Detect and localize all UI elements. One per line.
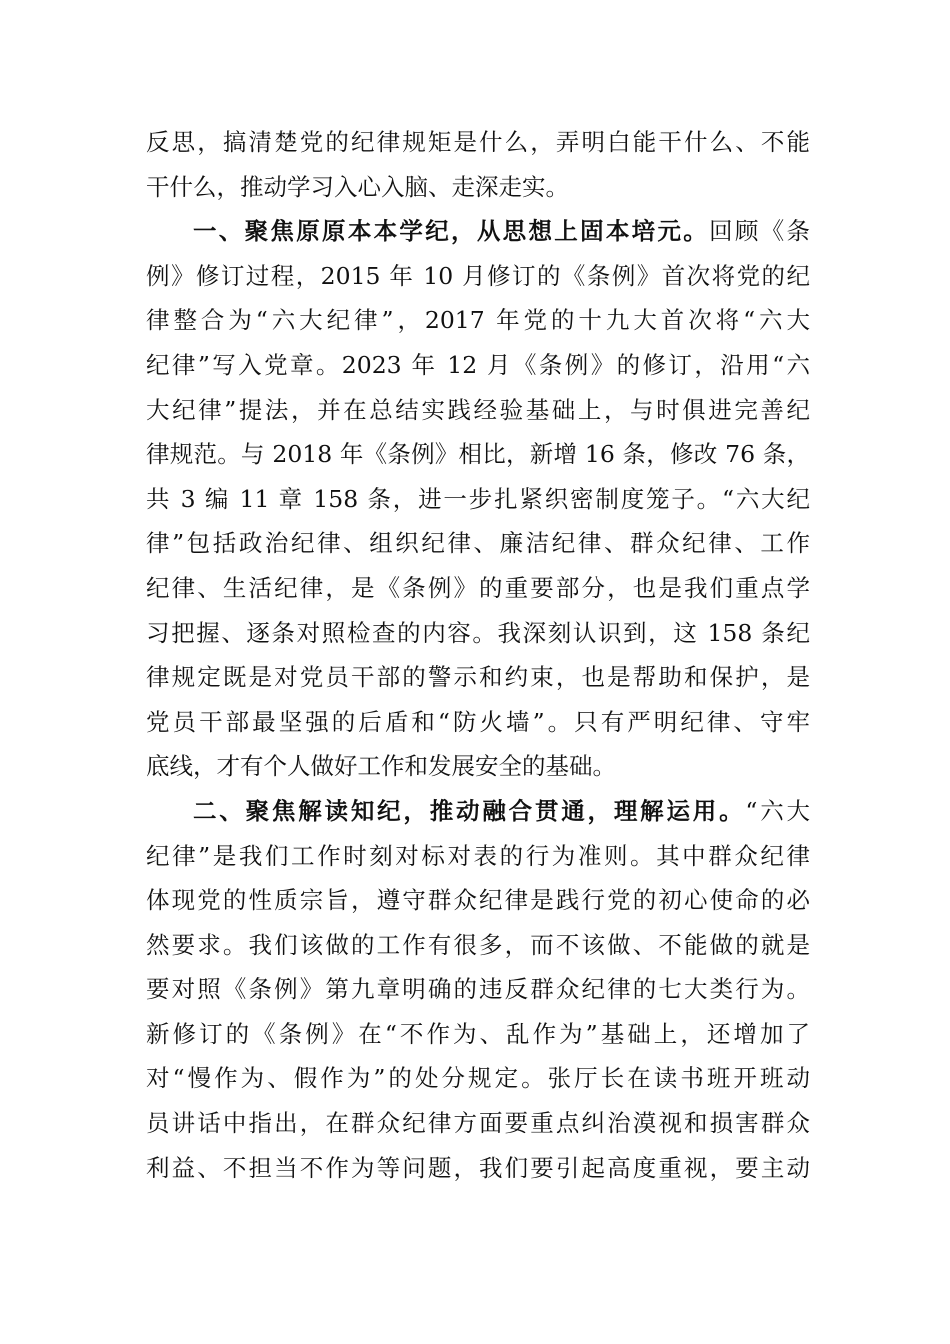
paragraph-1-line: 律整合为“六大纪律”，2017 年党的十九大首次将“六大 (146, 306, 810, 335)
paragraph-2-line: 纪律”是我们工作时刻对标对表的行为准则。其中群众纪律 (146, 841, 810, 870)
paragraph-2-line: 员讲话中指出，在群众纪律方面要重点纠治漠视和损害群众 (146, 1109, 810, 1138)
paragraph-1-line: 党员干部最坚强的后盾和“防火墙”。只有严明纪律、守牢 (146, 707, 810, 736)
paragraph-1-line-1 (146, 209, 810, 254)
paragraph-1-line: 习把握、逐条对照检查的内容。我深刻认识到，这 158 条纪 (146, 618, 810, 647)
paragraph-2-line: 要对照《条例》第九章明确的违反群众纪律的七大类行为。 (146, 975, 810, 1004)
paragraph-2-line: 新修订的《条例》在“不作为、乱作为”基础上，还增加了 (146, 1019, 810, 1048)
paragraph-1-line: 纪律”写入党章。2023 年 12 月《条例》的修订，沿用“六 (146, 350, 810, 379)
paragraph-2-line: 利益、不担当不作为等问题，我们要引起高度重视，要主动 (146, 1153, 810, 1182)
section-heading-2: 二、聚焦解读知纪，推动融合贯通，理解运用。 (193, 796, 746, 825)
paragraph-2-line-1-rest: “六大 (745, 796, 811, 825)
paragraph-1-line: 大纪律”提法，并在总结实践经验基础上，与时俱进完善纪 (146, 395, 810, 424)
paragraph-1-line: 纪律、生活纪律，是《条例》的重要部分，也是我们重点学 (146, 573, 810, 602)
paragraph-1-line-1-rest: 回顾《条 (709, 217, 811, 246)
paragraph-1-line: 例》修订过程，2015 年 10 月修订的《条例》首次将党的纪 (146, 261, 810, 290)
paragraph-0-line-1: 反思，搞清楚党的纪律规矩是什么，弄明白能干什么、不能 (146, 128, 810, 156)
paragraph-2-line: 然要求。我们该做的工作有很多，而不该做、不能做的就是 (146, 930, 810, 959)
paragraph-1-line: 共 3 编 11 章 158 条，进一步扎紧织密制度笼子。“六大纪 (146, 484, 810, 513)
paragraph-1-line: 底线，才有个人做好工作和发展安全的基础。 (146, 752, 616, 781)
section-heading-1: 一、聚焦原原本本学纪，从思想上固本培元。 (193, 217, 710, 246)
body-text (146, 120, 810, 1190)
paragraph-2-line: 对“慢作为、假作为”的处分规定。张厅长在读书班开班动 (146, 1064, 810, 1093)
paragraph-1-line: 律规范。与 2018 年《条例》相比，新增 16 条，修改 76 条， (146, 440, 810, 469)
paragraph-2-line: 体现党的性质宗旨，遵守群众纪律是践行党的初心使命的必 (146, 886, 810, 915)
paragraph-0-line-2: 干什么，推动学习入心入脑、走深走实。 (146, 172, 569, 201)
paragraph-2-line-1 (146, 789, 810, 834)
paragraph-1-line: 律规定既是对党员干部的警示和约束，也是帮助和保护，是 (146, 663, 810, 692)
paragraph-1-line: 律”包括政治纪律、组织纪律、廉洁纪律、群众纪律、工作 (146, 529, 810, 558)
